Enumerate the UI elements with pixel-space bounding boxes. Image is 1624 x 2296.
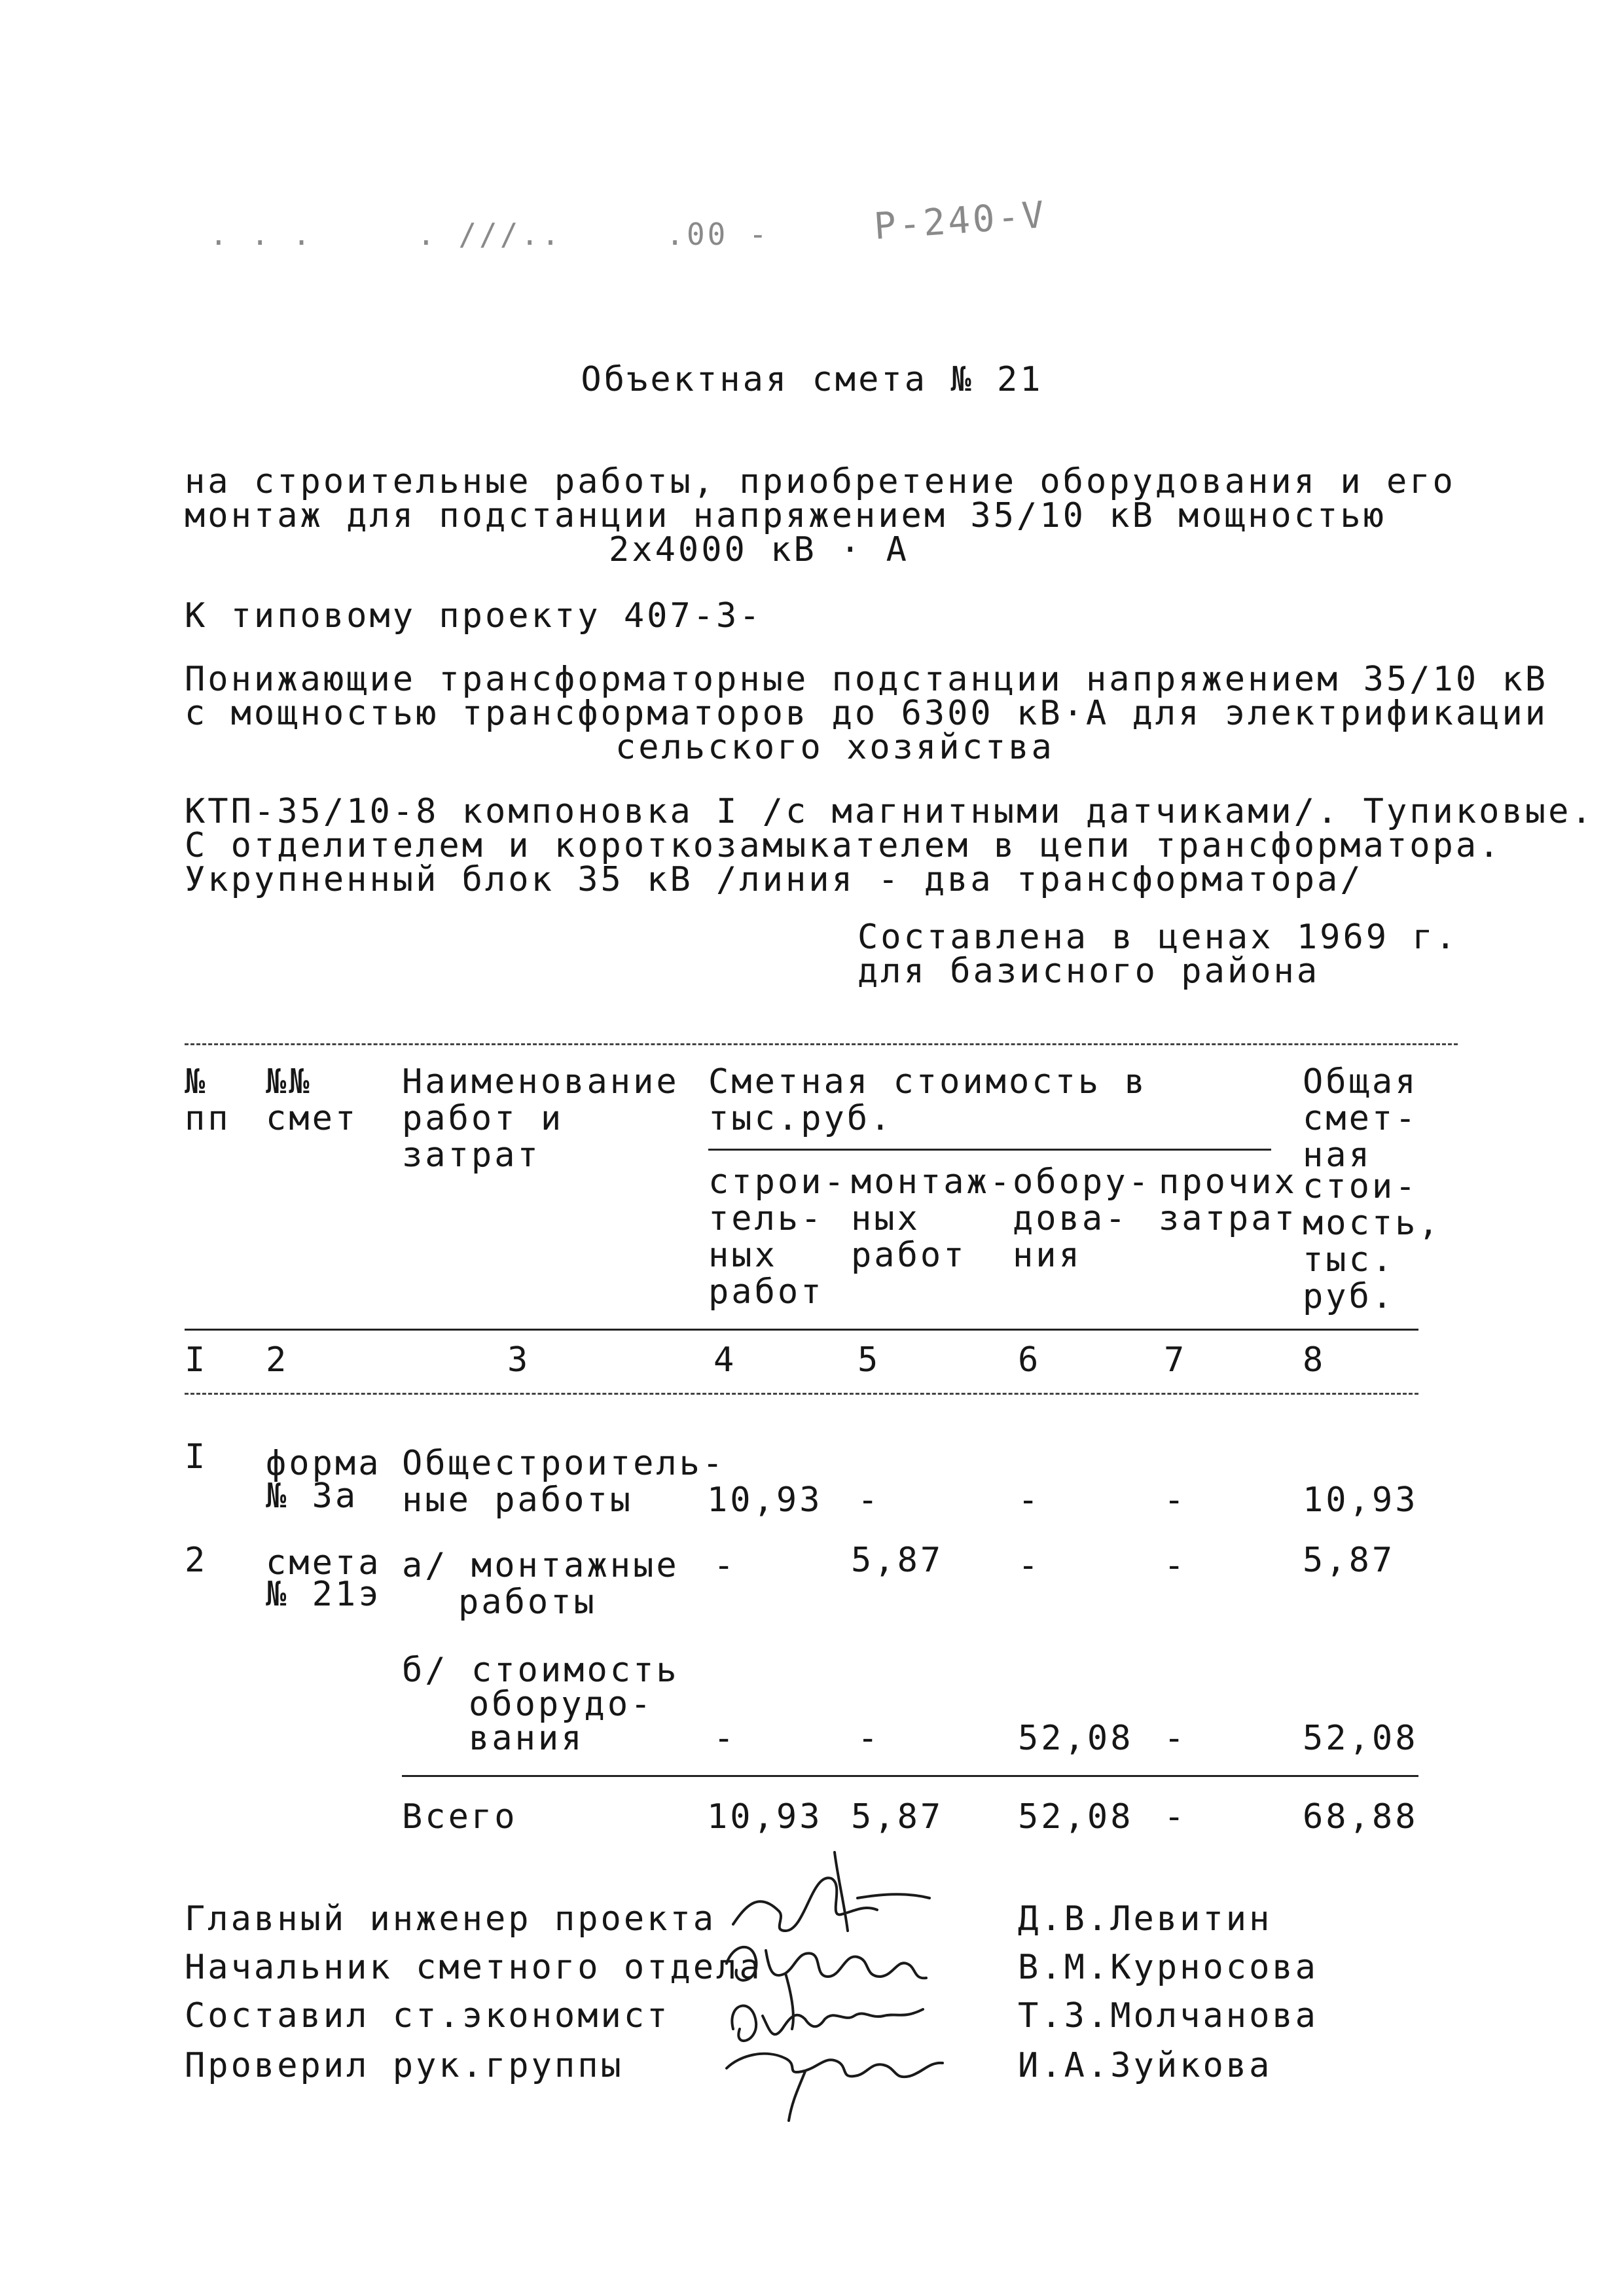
summary-top-rule — [402, 1775, 1418, 1777]
row-estimate-1: смета — [266, 1543, 382, 1583]
header-total-1: Общая — [1303, 1062, 1418, 1102]
signature-scribble-4 — [727, 2054, 943, 2121]
header-equipment-3: ния — [1013, 1236, 1082, 1275]
row-equipment: 52,08 — [1018, 1719, 1134, 1758]
summary-installation: 5,87 — [851, 1797, 944, 1837]
row-num: 2 — [185, 1541, 208, 1580]
variant-line-1: КТП-35/10-8 компоновка I /с магнитными датчиками/. Тупиковые. — [185, 792, 1595, 831]
row-name-2: оборудо- — [469, 1685, 654, 1724]
signature-role: Проверил рук.группы — [185, 2046, 624, 2085]
summary-total: 68,88 — [1303, 1797, 1418, 1837]
row-installation: - — [857, 1719, 881, 1758]
numbers-bottom-rule — [185, 1393, 1418, 1395]
row-installation: - — [857, 1480, 881, 1520]
project-reference: К типовому проекту 407-3- — [185, 596, 763, 636]
header-total-7: руб. — [1303, 1277, 1396, 1316]
row-name-2: ные работы — [402, 1480, 634, 1520]
header-faint-marks: . . . . ///.. .00 - — [209, 217, 770, 252]
row-total: 10,93 — [1303, 1480, 1418, 1520]
table-top-rule — [185, 1043, 1458, 1045]
column-number: I — [185, 1340, 208, 1380]
header-name-3: затрат — [402, 1136, 541, 1175]
prices-line-2: для базисного района — [857, 952, 1320, 991]
archive-number: P-240-V — [873, 193, 1048, 249]
row-total: 52,08 — [1303, 1719, 1418, 1758]
header-total-4: стои- — [1303, 1167, 1418, 1206]
cost-group-rule — [708, 1149, 1271, 1151]
row-name-1: Общестроитель- — [402, 1444, 726, 1483]
header-name-1: Наименование — [402, 1062, 679, 1102]
header-num-1: № — [185, 1062, 208, 1102]
summary-construction: 10,93 — [707, 1797, 823, 1837]
row-equipment: - — [1018, 1480, 1041, 1520]
header-total-6: тыс. — [1303, 1240, 1396, 1280]
row-name-1: а/ монтажные — [402, 1546, 679, 1585]
row-installation: 5,87 — [851, 1541, 944, 1580]
column-number: 3 — [507, 1340, 531, 1380]
header-total-3: ная — [1303, 1136, 1372, 1175]
header-cost-group-2: тыс.руб. — [708, 1099, 893, 1138]
row-name-1: б/ стоимость — [402, 1651, 679, 1690]
column-number: 6 — [1018, 1340, 1041, 1380]
header-other-1: прочих — [1159, 1162, 1297, 1202]
header-installation-3: работ — [851, 1236, 967, 1275]
header-num-2: пп — [185, 1099, 231, 1138]
signature-name: И.А.Зуйкова — [1018, 2046, 1272, 2085]
purpose-line-2: монтаж для подстанции напряжением 35/10 кВ мощностью — [185, 496, 1386, 535]
header-equipment-2: дова- — [1013, 1199, 1128, 1238]
column-number: 5 — [857, 1340, 881, 1380]
variant-line-3: Укрупненный блок 35 кВ /линия - два трансформатора/ — [185, 860, 1363, 899]
header-installation-2: ных — [851, 1199, 920, 1238]
summary-equipment: 52,08 — [1018, 1797, 1134, 1837]
row-other: - — [1164, 1719, 1187, 1758]
signature-role: Начальник сметного отдела — [185, 1948, 763, 1987]
row-estimate-2: № 21э — [266, 1575, 382, 1614]
variant-line-2: С отделителем и короткозамыкателем в цепи трансформатора. — [185, 826, 1502, 865]
row-name-2: работы — [458, 1583, 597, 1622]
row-num: I — [185, 1437, 208, 1477]
signature-role: Главный инженер проекта — [185, 1899, 717, 1939]
header-equipment-1: обору- — [1013, 1162, 1151, 1202]
handwritten-signatures — [707, 1833, 1034, 2140]
header-installation-1: монтаж- — [851, 1162, 1013, 1202]
signature-scribble-1 — [733, 1852, 929, 1931]
summary-label: Всего — [402, 1797, 518, 1837]
row-other: - — [1164, 1546, 1187, 1585]
row-construction: - — [713, 1546, 737, 1585]
header-construction-4: работ — [708, 1272, 824, 1312]
header-cost-group-1: Сметная стоимость в — [708, 1062, 1147, 1102]
summary-other: - — [1164, 1797, 1187, 1837]
row-name-3: вания — [469, 1719, 585, 1758]
header-construction-1: строи- — [708, 1162, 847, 1202]
project-name-line-3: сельского хозяйства — [615, 728, 1055, 767]
signature-role: Составил ст.экономист — [185, 1996, 670, 2036]
purpose-line-3: 2х4000 кВ · А — [609, 530, 909, 569]
signature-name: Д.В.Левитин — [1018, 1899, 1272, 1939]
header-construction-2: тель- — [708, 1199, 824, 1238]
prices-line-1: Составлена в ценах 1969 г. — [857, 918, 1458, 957]
header-bottom-rule — [185, 1329, 1418, 1331]
row-estimate-2: № 3а — [266, 1477, 359, 1516]
header-construction-3: ных — [708, 1236, 778, 1275]
header-estimates-1: №№ — [266, 1062, 312, 1102]
header-total-5: мость, — [1303, 1204, 1441, 1243]
column-number: 7 — [1164, 1340, 1187, 1380]
column-number: 8 — [1303, 1340, 1326, 1380]
project-name-line-2: с мощностью трансформаторов до 6300 кВ·А для электрификации — [185, 694, 1549, 733]
signature-name: В.М.Курносова — [1018, 1948, 1318, 1987]
column-number: 2 — [266, 1340, 289, 1380]
signature-name: Т.З.Молчанова — [1018, 1996, 1318, 2036]
project-name-line-1: Понижающие трансформаторные подстанции напряжением 35/10 кВ — [185, 660, 1549, 699]
header-total-2: смет- — [1303, 1099, 1418, 1138]
header-name-2: работ и — [402, 1099, 564, 1138]
purpose-line-1: на строительные работы, приобретение оборудования и его — [185, 462, 1456, 501]
row-construction: - — [713, 1719, 737, 1758]
row-other: - — [1164, 1480, 1187, 1520]
row-total: 5,87 — [1303, 1541, 1396, 1580]
column-number: 4 — [713, 1340, 737, 1380]
header-other-2: затрат — [1159, 1199, 1297, 1238]
row-estimate-1: форма — [266, 1444, 382, 1483]
header-estimates-2: смет — [266, 1099, 359, 1138]
document-title: Объектная смета № 21 — [581, 360, 1043, 399]
signature-scribble-3 — [732, 2006, 923, 2041]
row-equipment: - — [1018, 1546, 1041, 1585]
row-construction: 10,93 — [707, 1480, 823, 1520]
